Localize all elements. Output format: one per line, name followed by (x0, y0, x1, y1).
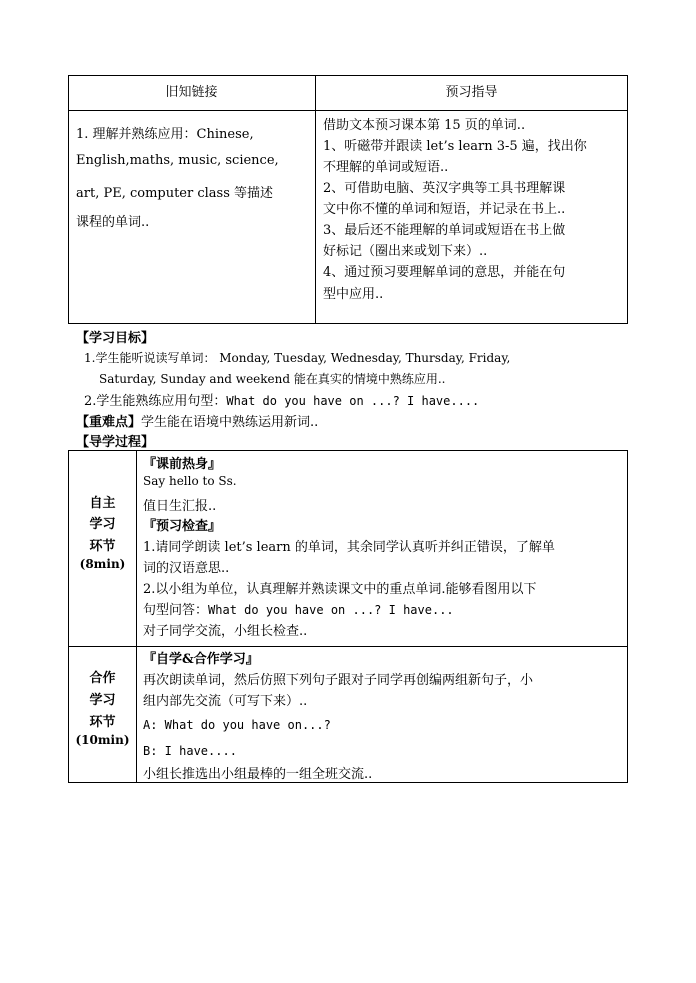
dialog-line-a: A: What do you have on...? (143, 718, 331, 732)
guide-line: 好标记（圈出来或划下来）.. (323, 244, 488, 259)
objectives-heading: 【学习目标】 (76, 331, 155, 346)
check-line-sentence: What do you have on ...? I have... (208, 603, 454, 617)
check-line-text: 句型问答： (143, 603, 209, 618)
guide-line: 4、通过预习要理解单词的意思，并能在句 (323, 265, 566, 280)
label-line: 环节 (89, 715, 116, 730)
header-prior-knowledge: 旧知链接 (165, 85, 218, 100)
check-line: 词的汉语意思.. (143, 561, 230, 576)
cooperative-heading: 『自学&合作学习』 (143, 652, 259, 667)
prior-line: English,maths, music, science, (76, 153, 279, 168)
label-time: (8min) (79, 557, 126, 571)
label-line: 合作 (89, 671, 116, 686)
objective-item-2 (84, 390, 479, 409)
objective-item-2-text: 2.学生能熟练应用句型： (84, 394, 227, 409)
header-preview-guide: 预习指导 (445, 85, 498, 100)
guide-line: 文中你不懂的单词和短语，并记录在书上.. (323, 202, 566, 217)
objective-item-2-sentence: What do you have on ...? I have.... (226, 394, 480, 408)
guide-line: 2、可借助电脑、英汉字典等工具书理解课 (323, 181, 566, 196)
cooperative-line: 组内部先交流（可写下来）.. (143, 694, 308, 709)
check-line: 2.以小组为单位，认真理解并熟读课文中的重点单词.能够看图用以下 (143, 582, 537, 597)
label-time: (10min) (75, 733, 130, 747)
guide-line: 不理解的单词或短语.. (323, 160, 449, 175)
guide-line: 1、听磁带并跟读 let’s learn 3-5 遍，找出你 (323, 139, 587, 154)
check-line (143, 599, 454, 618)
cooperative-line: 小组长推选出小组最棒的一组全班交流.. (143, 767, 373, 782)
dialog-line-b: B: I have.... (143, 744, 237, 758)
objective-item-1-line-2: Saturday, Sunday and weekend 能在真实的情境中熟练应用.. (99, 372, 446, 386)
process-heading: 【导学过程】 (76, 435, 155, 450)
objective-item-1-line-1: 1.学生能听说读写单词： Monday, Tuesday, Wednesday, Thursday, Friday, (84, 351, 511, 365)
label-line: 环节 (89, 539, 116, 554)
check-line: 1.请同学朗读 let’s learn 的单词，其余同学认真听并纠正错误，了解单 (143, 540, 555, 555)
key-points-heading: 【重难点】 (76, 415, 142, 430)
key-points-text: 学生能在语境中熟练运用新词.. (141, 415, 319, 430)
prior-line: 课程的单词.. (76, 215, 150, 230)
cooperative-line: 再次朗读单词，然后仿照下列句子跟对子同学再创编两组新句子，小 (143, 673, 534, 688)
warmup-line: Say hello to Ss. (143, 474, 237, 488)
preview-check-heading: 『预习检查』 (143, 519, 222, 534)
check-line: 对子同学交流，小组长检查.. (143, 624, 308, 639)
label-line: 自主 (89, 496, 116, 511)
prior-line: 1. 理解并熟练应用：Chinese, (76, 127, 254, 142)
guide-line: 3、最后还不能理解的单词或短语在书上做 (323, 223, 566, 238)
label-line: 学习 (89, 693, 116, 708)
warmup-heading: 『课前热身』 (143, 457, 222, 472)
guide-line: 借助文本预习课本第 15 页的单词.. (323, 118, 526, 133)
prior-line: art, PE, computer class 等描述 (76, 186, 274, 201)
label-line: 学习 (89, 517, 116, 532)
warmup-line: 值日生汇报.. (143, 499, 217, 514)
key-points (76, 411, 318, 430)
guide-line: 型中应用.. (323, 287, 384, 302)
